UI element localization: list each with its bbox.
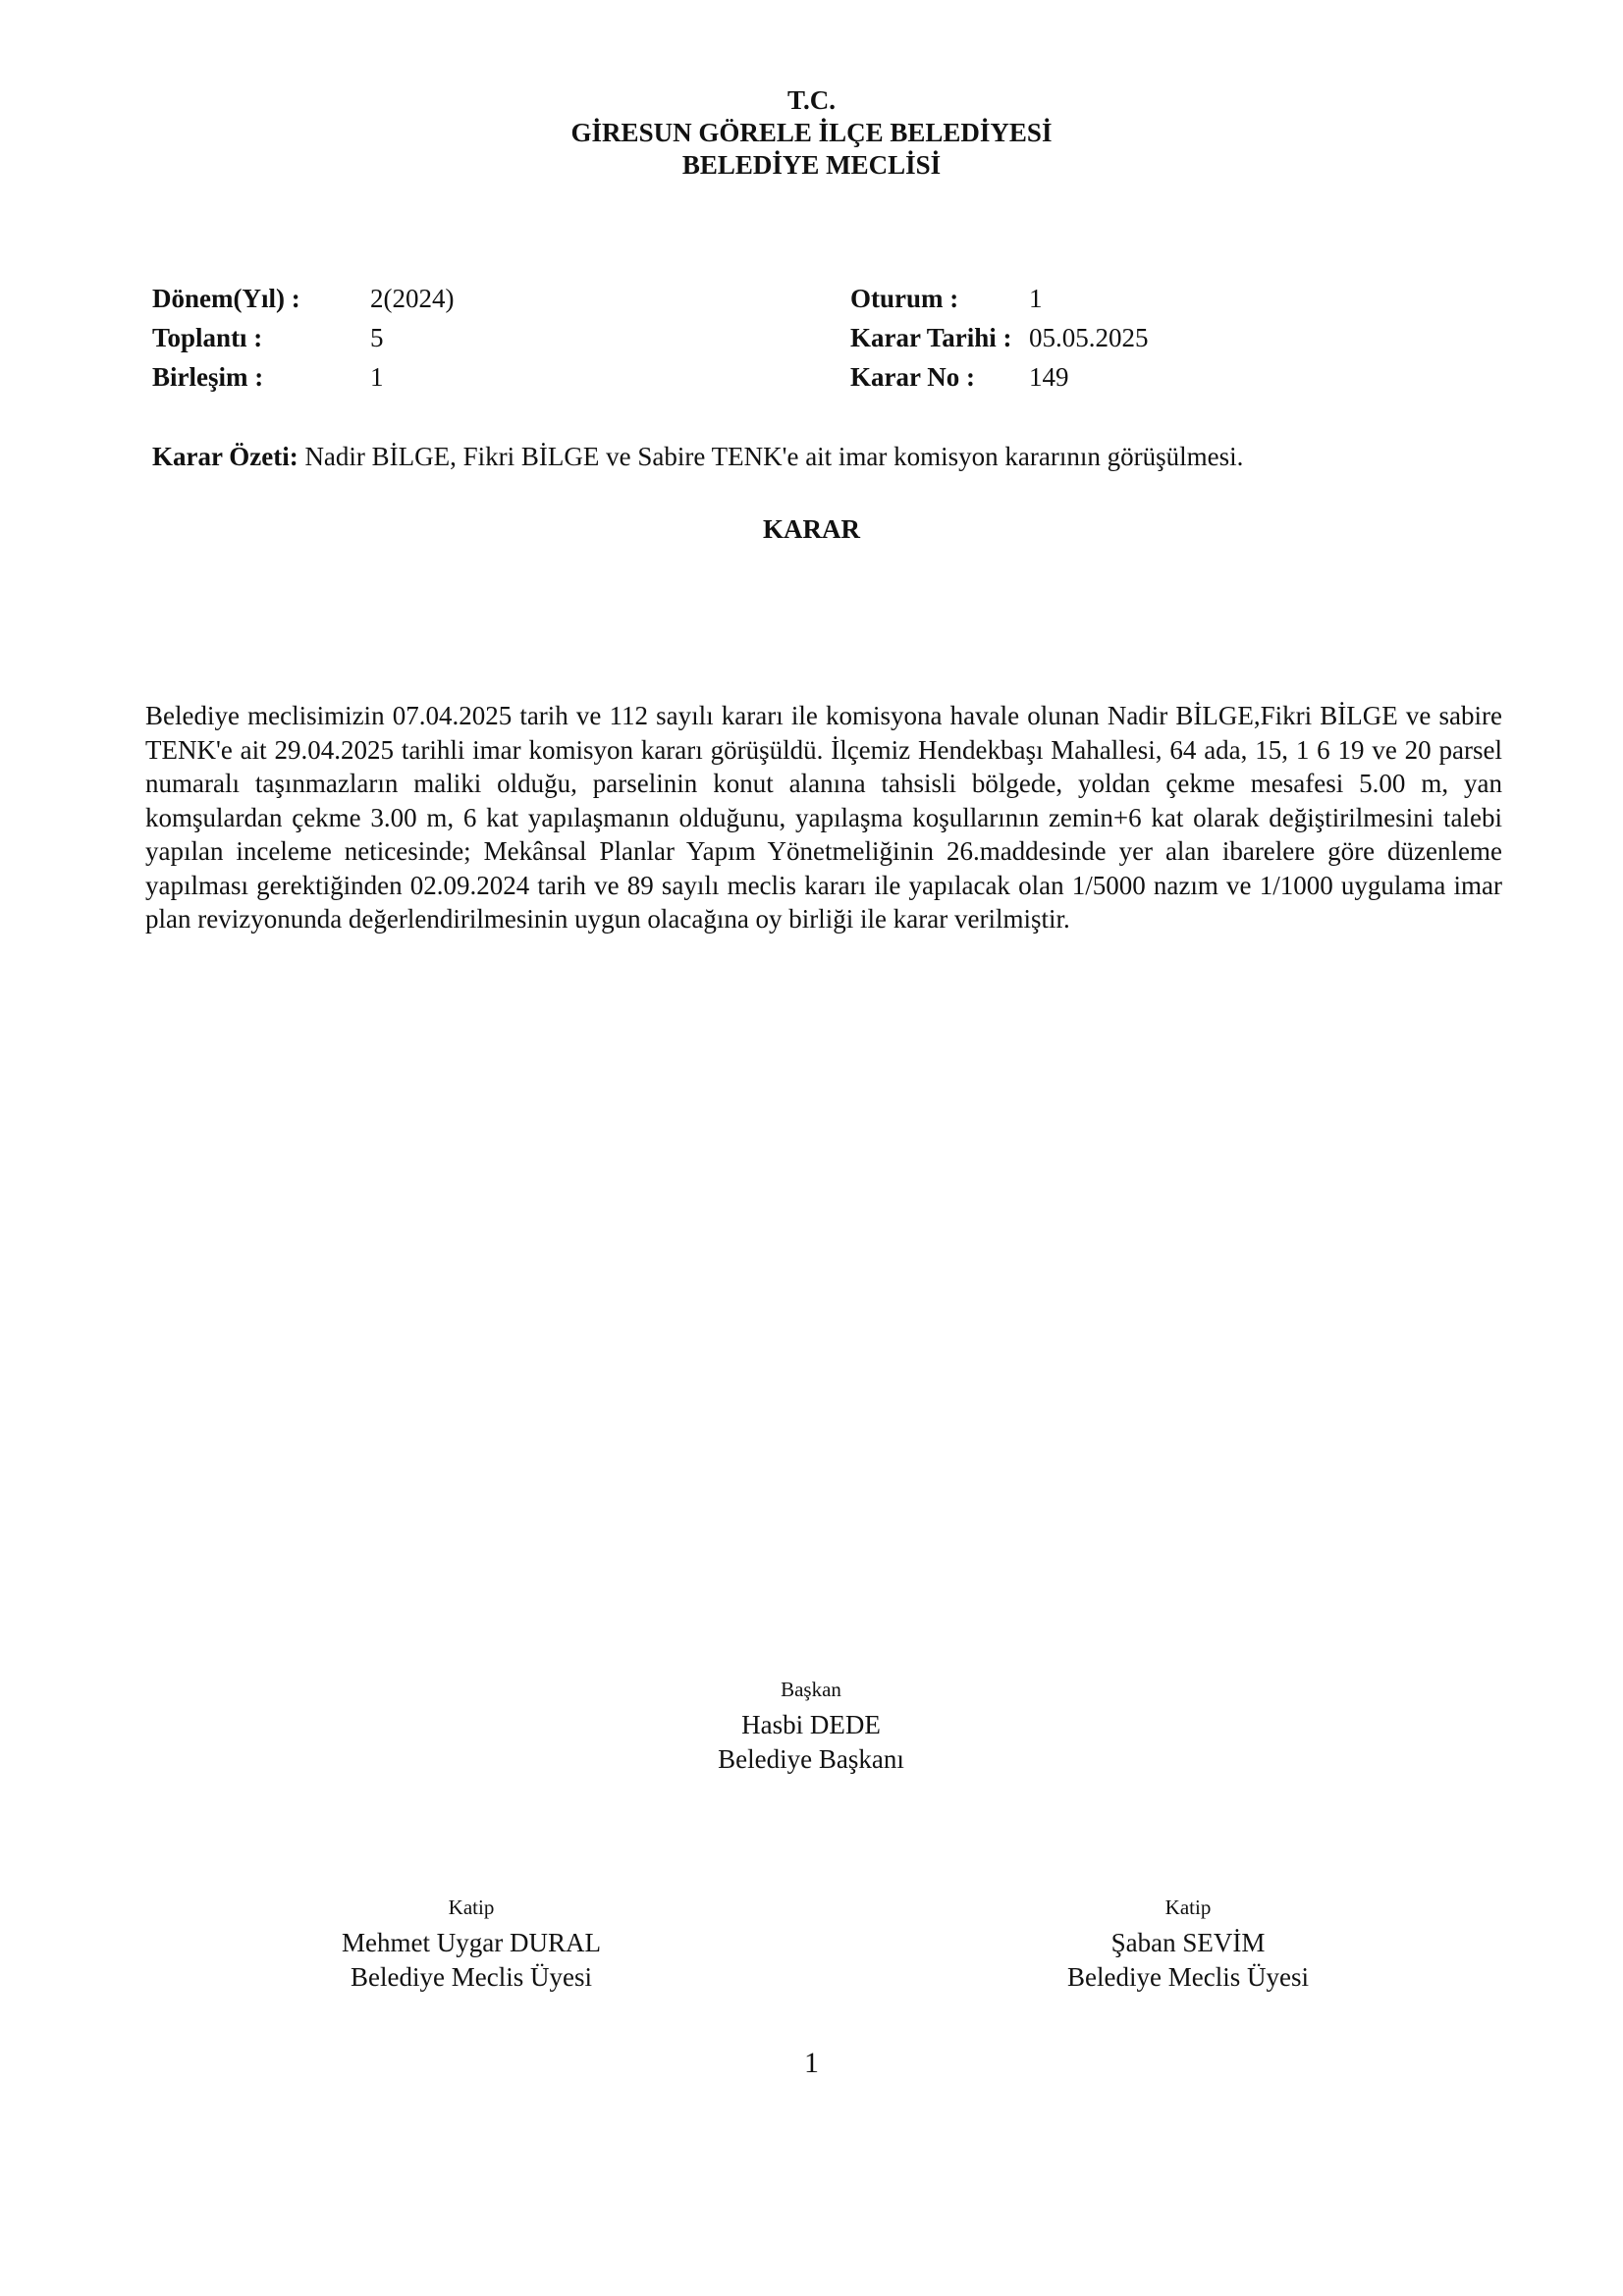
meta-label: Karar No : (850, 362, 975, 392)
signature-name: Mehmet Uygar DURAL (342, 1928, 601, 1957)
signature-title: Belediye Başkanı (718, 1744, 904, 1774)
meta-value: 05.05.2025 (1029, 323, 1149, 352)
header-line-council: BELEDİYE MECLİSİ (681, 150, 942, 180)
signature-title: Belediye Meclis Üyesi (1067, 1962, 1309, 1992)
signature-role: Başkan (781, 1678, 841, 1701)
signature-clerk-right (992, 1893, 1384, 1995)
document-header (0, 84, 1623, 182)
signature-role: Katip (448, 1896, 495, 1919)
signature-name: Şaban SEVİM (1110, 1928, 1266, 1957)
meta-right-block (850, 279, 1149, 397)
meta-left-block (152, 279, 454, 397)
summary-label: Karar Özeti: (152, 442, 298, 471)
page-number: 1 (804, 2047, 819, 2079)
header-line-tc: T.C. (786, 85, 836, 115)
decision-summary (152, 440, 1527, 473)
meta-value: 2(2024) (370, 284, 455, 313)
signature-role: Katip (1164, 1896, 1212, 1919)
meta-row-toplanti (152, 318, 454, 357)
meta-label: Dönem(Yıl) : (152, 284, 300, 313)
meta-value: 5 (370, 323, 384, 352)
meta-row-birlesim (152, 357, 454, 397)
meta-row-donem (152, 279, 454, 318)
meta-label: Oturum : (850, 284, 959, 313)
meta-row-oturum (850, 279, 1149, 318)
meta-value: 149 (1029, 362, 1069, 392)
header-line-municipality: GİRESUN GÖRELE İLÇE BELEDİYESİ (570, 118, 1053, 147)
meta-value: 1 (1029, 284, 1043, 313)
summary-text: Nadir BİLGE, Fikri BİLGE ve Sabire TENK'e ait imar komisyon kararının görüşülmesi. (304, 442, 1244, 471)
signature-title: Belediye Meclis Üyesi (351, 1962, 592, 1992)
signature-mayor (615, 1675, 1007, 1777)
meta-row-karar-tarihi (850, 318, 1149, 357)
decision-title: KARAR (763, 514, 860, 544)
decision-body (145, 699, 1502, 936)
meta-label: Toplantı : (152, 323, 263, 352)
decision-body-paragraph: Belediye meclisimizin 07.04.2025 tarih ve 112 sayılı kararı ile komisyona havale olunan Nadir BİLGE,Fikri BİLGE ve sabire TENK'e ait 29.04.2025 tarihli imar komisyon kararı görüşüldü. İlçemiz Hendekbaşı Mahallesi, 64 ada, 15, 1 6 19 ve 20 parsel numaralı taşınmazların maliki olduğu, parselinin konut alanına tahsisli bölgede, yoldan çekme mesafesi 5.00 m, yan komşulardan çekme 3.00 m, 6 kat yapılaşmanın olduğunu, yapılaşma koşullarının zemin+6 kat olarak değiştirilmesini talebi yapılan inceleme neticesinde; Mekânsal Planlar Yapım Yönetmeliğinin 26.maddesinde yer alan ibarelere göre düzenleme yapılması gerektiğinden 02.09.2024 tarih ve 89 sayılı meclis kararı ile yapılacak olan 1/5000 nazım ve 1/1000 uygulama imar plan revizyonunda değerlendirilmesinin uygun olacağına oy birliği ile karar verilmiştir. (145, 701, 1502, 934)
signature-clerk-left (275, 1893, 668, 1995)
meta-value: 1 (370, 362, 384, 392)
meta-row-karar-no (850, 357, 1149, 397)
signature-name: Hasbi DEDE (741, 1710, 881, 1739)
meta-label: Birleşim : (152, 362, 264, 392)
meta-label: Karar Tarihi : (850, 323, 1012, 352)
